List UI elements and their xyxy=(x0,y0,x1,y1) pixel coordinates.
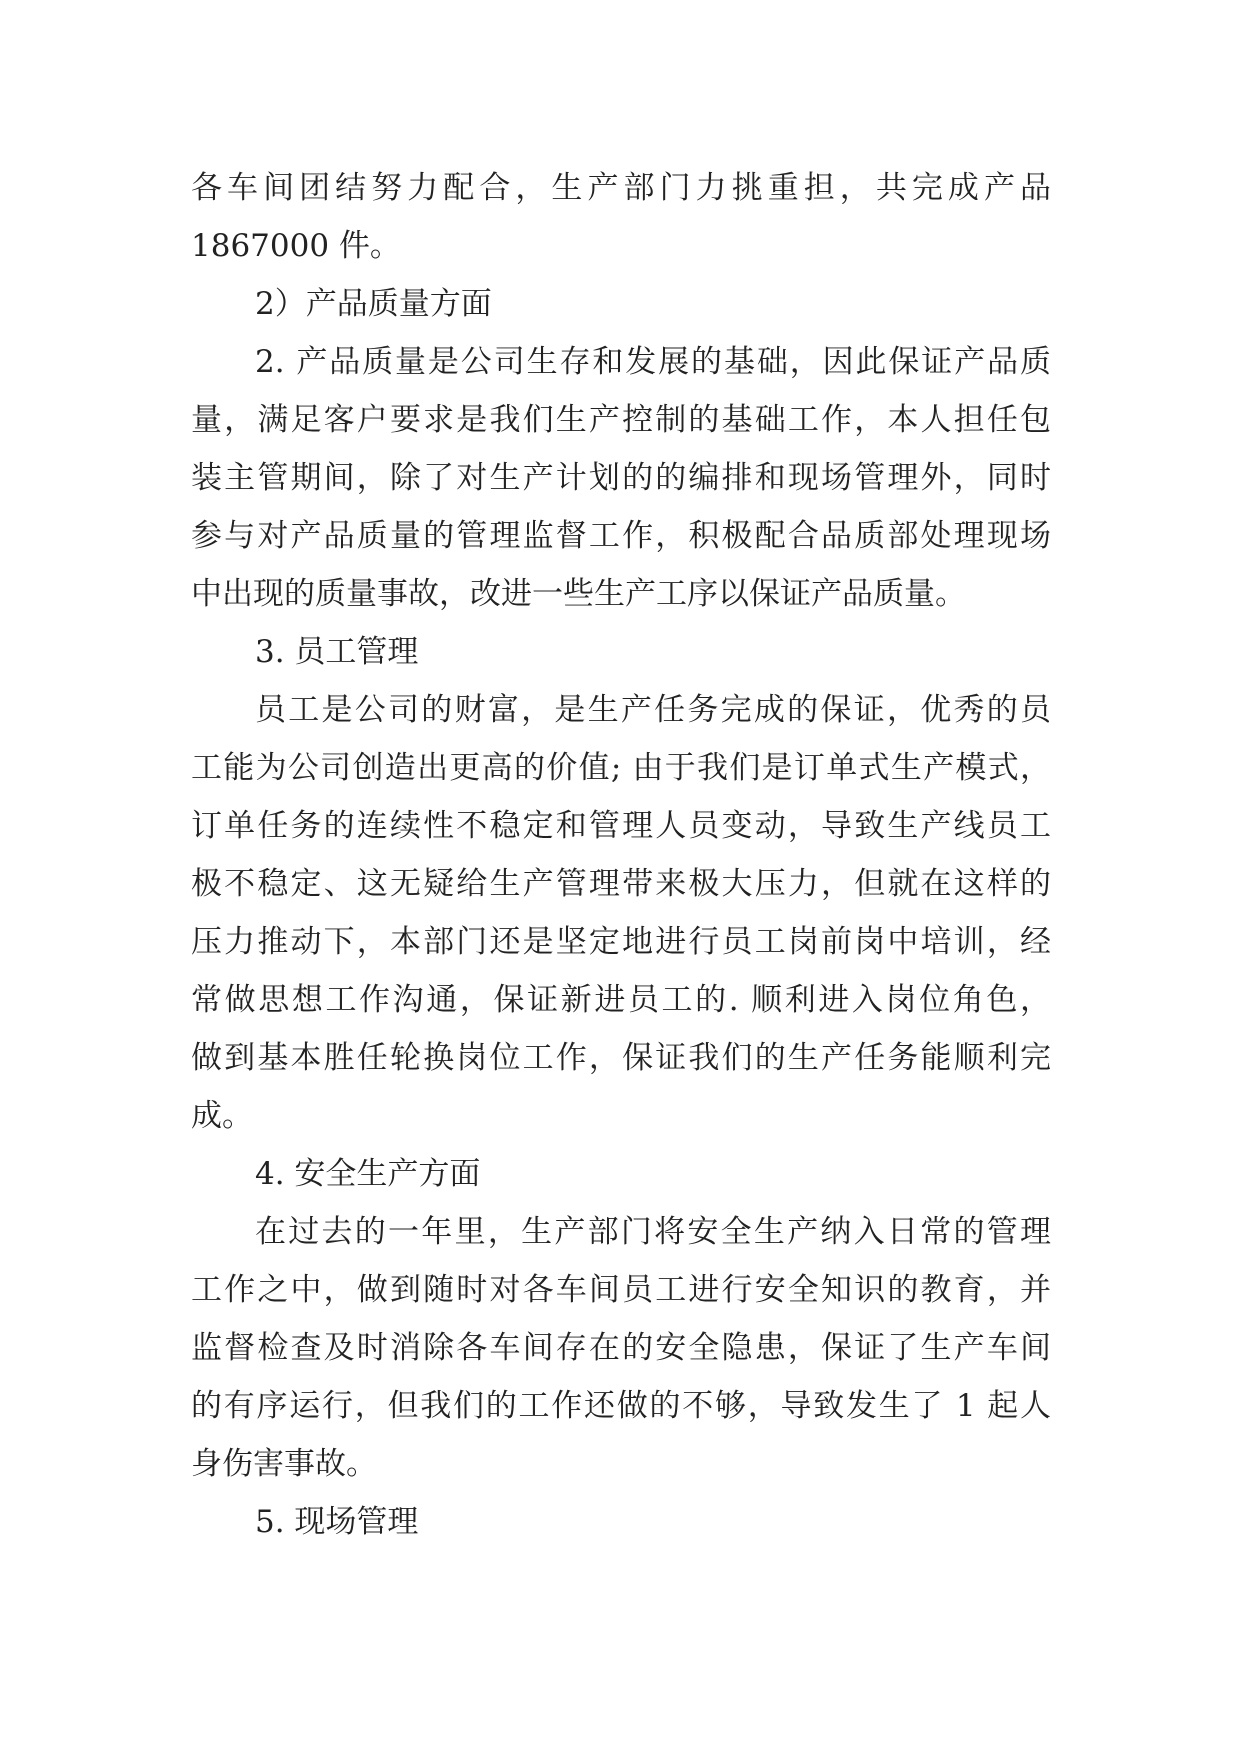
text-line: 工能为公司创造出更高的价值; 由于我们是订单式生产模式， xyxy=(191,750,1051,786)
text-line: 订单任务的连续性不稳定和管理人员变动，导致生产线员工 xyxy=(191,808,1051,844)
text-line: 各车间团结努力配合，生产部门力挑重担，共完成产品 xyxy=(191,170,1051,206)
text-line: 中出现的质量事故，改进一些生产工序以保证产品质量。 xyxy=(191,576,966,612)
text-line: 1867000 件。 xyxy=(191,228,401,264)
section-heading: 5. 现场管理 xyxy=(255,1504,419,1540)
text-line: 做到基本胜任轮换岗位工作，保证我们的生产任务能顺利完 xyxy=(191,1040,1051,1076)
text-line: 成。 xyxy=(191,1098,253,1134)
text-line: 参与对产品质量的管理监督工作，积极配合品质部处理现场 xyxy=(191,518,1051,554)
text-line: 常做思想工作沟通，保证新进员工的. 顺利进入岗位角色， xyxy=(191,982,1051,1018)
text-line: 的有序运行，但我们的工作还做的不够，导致发生了 1 起人 xyxy=(191,1388,1051,1424)
text-line: 量，满足客户要求是我们生产控制的基础工作，本人担任包 xyxy=(191,402,1051,438)
section-heading: 3. 员工管理 xyxy=(255,634,419,670)
text-line: 在过去的一年里，生产部门将安全生产纳入日常的管理 xyxy=(255,1214,1051,1250)
text-line: 压力推动下，本部门还是坚定地进行员工岗前岗中培训，经 xyxy=(191,924,1051,960)
text-line: 装主管期间，除了对生产计划的的编排和现场管理外，同时 xyxy=(191,460,1051,496)
text-line: 身伤害事故。 xyxy=(191,1446,377,1482)
text-line: 员工是公司的财富，是生产任务完成的保证，优秀的员 xyxy=(255,692,1051,728)
section-heading: 2）产品质量方面 xyxy=(255,286,492,322)
section-heading: 4. 安全生产方面 xyxy=(255,1156,481,1192)
text-line: 工作之中，做到随时对各车间员工进行安全知识的教育，并 xyxy=(191,1272,1051,1308)
text-line: 2. 产品质量是公司生存和发展的基础，因此保证产品质 xyxy=(255,344,1051,380)
text-line: 监督检查及时消除各车间存在的安全隐患，保证了生产车间 xyxy=(191,1330,1051,1366)
text-line: 极不稳定、这无疑给生产管理带来极大压力，但就在这样的 xyxy=(191,866,1051,902)
